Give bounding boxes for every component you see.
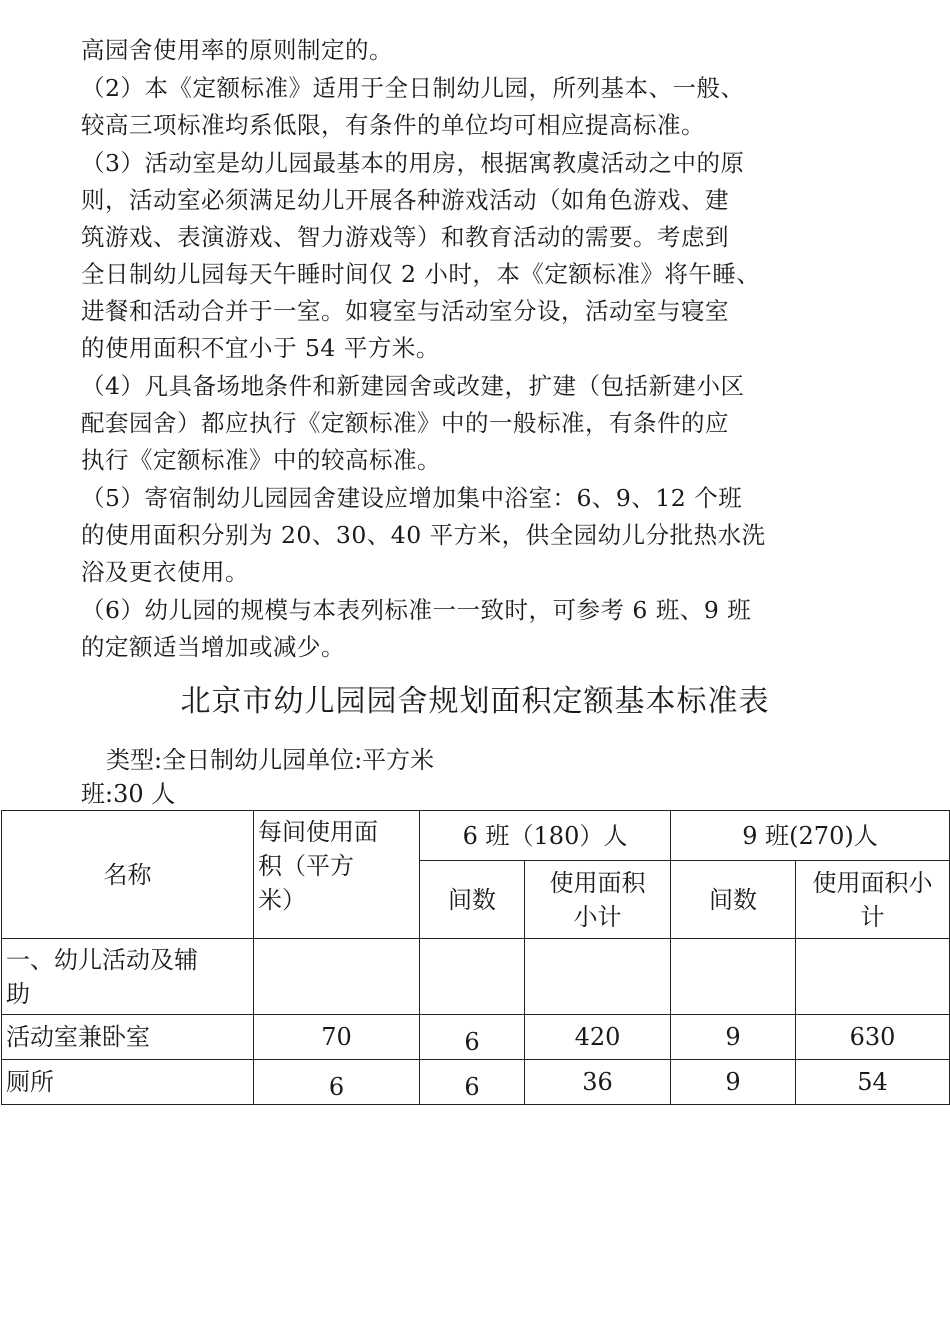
cell-subtotal-6 (525, 939, 671, 1015)
text-line: 高园舍使用率的原则制定的。 (81, 36, 393, 64)
cell-area (254, 939, 420, 1015)
text-line: 配套园舍）都应执行《定额标准》中的一般标准，有条件的应 (81, 409, 729, 437)
text-line: 的定额适当增加或减少。 (81, 633, 345, 661)
header-text-line: 米） (258, 886, 306, 914)
cell-count-9 (671, 939, 796, 1015)
header-count-9: 间数 (671, 861, 796, 939)
text-line: 浴及更衣使用。 (81, 558, 249, 586)
row-name (2, 939, 254, 1015)
text-line: （2）本《定额标准》适用于全日制幼儿园，所列基本、一般、 (81, 74, 745, 102)
row-name: 厕所 (2, 1060, 254, 1105)
text-line: 的使用面积不宜小于 54 平方米。 (81, 334, 440, 362)
text-line: 筑游戏、表演游戏、智力游戏等）和教育活动的需要。考虑到 (81, 223, 729, 251)
header-area-per-room (254, 811, 420, 939)
cell-count-6: 6 (420, 1015, 525, 1060)
table-row (2, 939, 950, 1015)
table-class-size: 班:30 人 (81, 780, 176, 808)
paragraph-intro-end (81, 32, 881, 69)
table-row (2, 1060, 950, 1105)
header-name: 名称 (2, 811, 254, 939)
header-subtotal-9 (796, 861, 950, 939)
cell-area: 70 (254, 1015, 420, 1060)
header-group-9-classes: 9 班(270)人 (671, 811, 950, 861)
paragraph-item-3 (81, 145, 881, 367)
cell-subtotal-9: 630 (796, 1015, 950, 1060)
cell-count-9: 9 (671, 1015, 796, 1060)
cell-subtotal-6: 420 (525, 1015, 671, 1060)
header-text-line: 小计 (573, 902, 622, 931)
text-line: （4）凡具备场地条件和新建园舍或改建，扩建（包括新建小区 (81, 372, 745, 400)
text-line: 全日制幼儿园每天午睡时间仅 2 小时，本《定额标准》将午睡、 (81, 260, 761, 288)
header-text-line: 计 (860, 902, 885, 931)
header-subtotal-6 (525, 861, 671, 939)
text-line: 进餐和活动合并于一室。如寝室与活动室分设，活动室与寝室 (81, 297, 729, 325)
text-line: 则，活动室必须满足幼儿开展各种游戏活动（如角色游戏、建 (81, 186, 729, 214)
table-type-unit: 类型:全日制幼儿园单位:平方米 (106, 746, 435, 774)
cell-count-6: 6 (420, 1060, 525, 1105)
text-line: （3）活动室是幼儿园最基本的用房，根据寓教虞活动之中的原 (81, 149, 745, 177)
header-text-line: 积（平方 (258, 852, 354, 880)
text-line: （5）寄宿制幼儿园园舍建设应增加集中浴室：6、9、12 个班 (81, 484, 743, 512)
table-row (2, 1015, 950, 1060)
header-text-line: 使用面积小 (812, 868, 933, 897)
paragraph-item-5 (81, 480, 881, 591)
row-name: 活动室兼卧室 (2, 1015, 254, 1060)
header-text-line: 使用面积 (549, 868, 646, 897)
text-line: （6）幼儿园的规模与本表列标准一一致时，可参考 6 班、9 班 (81, 596, 752, 624)
paragraph-item-6 (81, 592, 881, 666)
cell-count-6 (420, 939, 525, 1015)
table-title: 北京市幼儿园园舍规划面积定额基本标准表 (180, 684, 770, 719)
paragraph-item-4 (81, 368, 881, 479)
cell-area: 6 (254, 1060, 420, 1105)
table-header-row (2, 811, 950, 861)
paragraph-item-2 (81, 70, 881, 144)
header-group-6-classes: 6 班（180）人 (420, 811, 671, 861)
header-text-line: 每间使用面 (258, 818, 378, 846)
row-name-line: 一、幼儿活动及辅 (6, 946, 198, 974)
cell-subtotal-9 (796, 939, 950, 1015)
header-count-6: 间数 (420, 861, 525, 939)
area-quota-table (1, 810, 950, 1105)
row-name-line: 助 (6, 980, 30, 1008)
text-line: 的使用面积分别为 20、30、40 平方米，供全园幼儿分批热水洗 (81, 521, 766, 549)
text-line: 较高三项标准均系低限，有条件的单位均可相应提高标准。 (81, 111, 705, 139)
text-line: 执行《定额标准》中的较高标准。 (81, 446, 441, 474)
cell-subtotal-9: 54 (796, 1060, 950, 1105)
cell-subtotal-6: 36 (525, 1060, 671, 1105)
cell-count-9: 9 (671, 1060, 796, 1105)
